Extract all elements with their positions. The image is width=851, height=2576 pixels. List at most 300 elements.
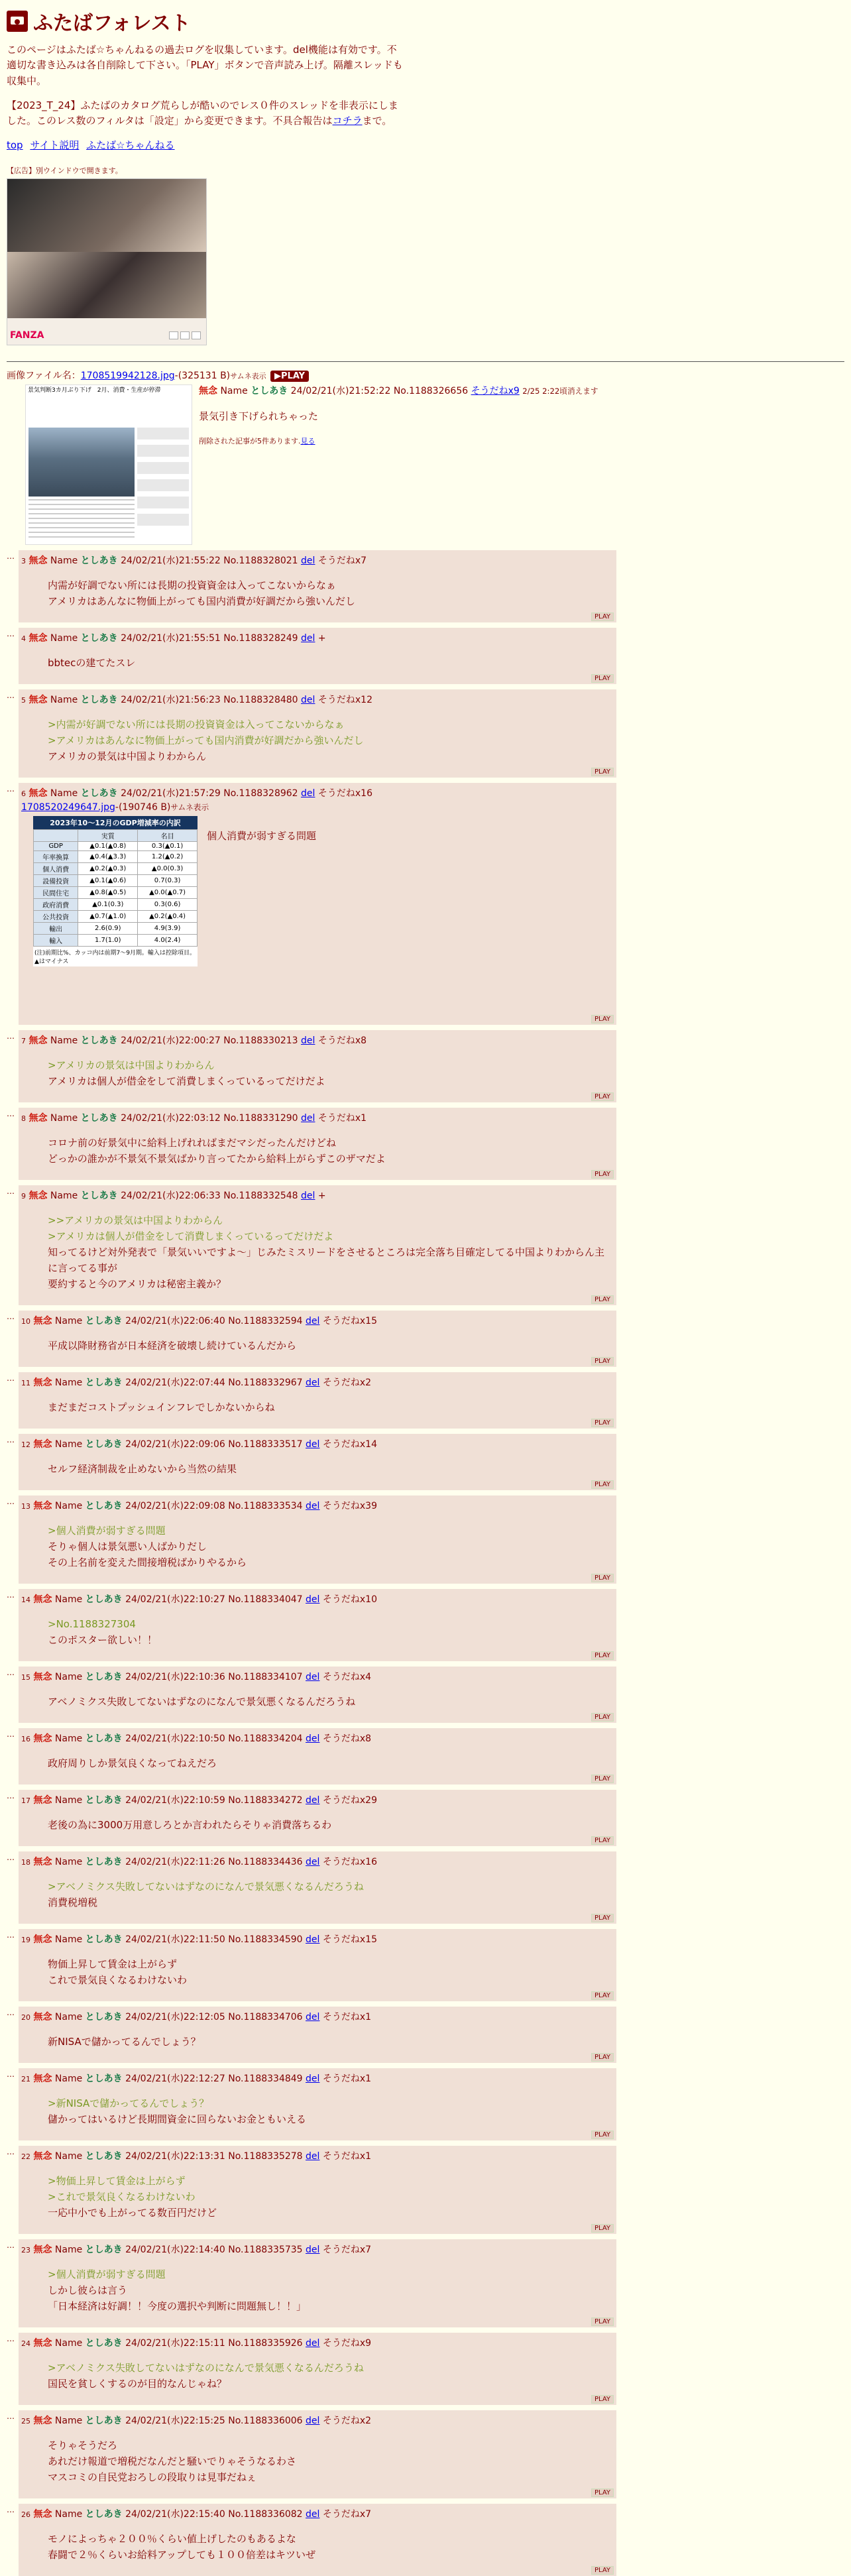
play-button[interactable]: PLAY — [591, 2224, 614, 2233]
reply-date: 24/02/21(水)22:10:36 — [125, 1672, 225, 1683]
soudane-link[interactable]: そうだねx29 — [322, 1795, 377, 1806]
reply-date: 24/02/21(水)22:07:44 — [125, 1377, 225, 1389]
nav-futaba-link[interactable]: ふたば☆ちゃんねる — [86, 139, 175, 152]
reply-body — [48, 1212, 612, 1292]
reply-marker: … — [7, 1031, 15, 1041]
del-link[interactable]: del — [306, 2245, 320, 2256]
op-soudane-link[interactable]: そうだねx9 — [471, 386, 520, 397]
del-link[interactable]: del — [301, 1035, 315, 1047]
soudane-link[interactable]: そうだねx2 — [322, 2416, 372, 2427]
del-link[interactable]: del — [306, 2074, 320, 2085]
reply-date: 24/02/21(水)22:11:26 — [125, 1857, 225, 1868]
gdp-table-row: 輸入 1.7(1.0) 4.0(2.4) — [34, 935, 198, 947]
reply-no: No.1188334107 — [228, 1672, 303, 1683]
ad-banner[interactable] — [7, 178, 207, 345]
del-link[interactable]: del — [306, 1439, 320, 1450]
reply — [7, 2333, 616, 2405]
message-line: そりゃそうだろ — [48, 2439, 118, 2452]
reply — [7, 1311, 616, 1367]
reply — [7, 2239, 616, 2327]
reply-thumb-toggle[interactable]: サムネ表示 — [170, 803, 209, 813]
reply-date: 24/02/21(水)21:55:51 — [121, 633, 221, 644]
reply-header: 4 無念 Name としあき 24/02/21(水)21:55:51 No.1188328249 del + — [21, 633, 326, 644]
message-line: マスコミの自民党おろしの段取りは見事だねぇ — [48, 2471, 257, 2484]
message-line: セルフ経済制裁を止めないから当然の結果 — [48, 1463, 237, 1476]
reply-header: 24 無念 Name としあき 24/02/21(水)22:15:11 No.1188335926 del そうだねx9 — [21, 2338, 372, 2349]
message-line: bbtecの建てたスレ — [48, 657, 136, 670]
reply-body — [48, 2360, 612, 2392]
reply-body — [48, 2266, 612, 2314]
message-line: 「日本経済は好調！！今度の選択や判断に問題無し！！」 — [48, 2300, 307, 2313]
reply-box — [19, 1185, 616, 1305]
gdp-table-row: 年率換算 ▲0.4(▲3.3) 1.2(▲0.2) — [34, 851, 198, 863]
reply-date: 24/02/21(水)21:57:29 — [121, 788, 221, 799]
reply — [7, 2504, 616, 2576]
reply-box — [19, 628, 616, 684]
soudane-link[interactable]: そうだねx12 — [317, 695, 372, 706]
reply-date: 24/02/21(水)22:09:06 — [125, 1439, 225, 1450]
reply-header: 11 無念 Name としあき 24/02/21(水)22:07:44 No.1188332967 del そうだねx2 — [21, 1377, 372, 1389]
reply-marker: … — [7, 1930, 15, 1940]
reply — [7, 1108, 616, 1180]
del-link[interactable]: del — [301, 1113, 315, 1124]
quote-line: >アメリカはあんなに物価上がっても国内消費が好調だから強いんだし — [48, 734, 364, 747]
reply-date: 24/02/21(水)22:00:27 — [121, 1035, 221, 1047]
ad-label: 【広告】別ウインドウで開きます。 — [7, 166, 123, 176]
quote-line: >アベノミクス失敗してないはずなのになんで景気悪くなるんだろうね — [48, 2362, 364, 2374]
reply — [7, 2410, 616, 2498]
quote-line: >これで景気良くなるわけないわ — [48, 2191, 196, 2203]
reply-list — [0, 550, 851, 2576]
del-link[interactable]: del — [306, 1934, 320, 1946]
message-line: 儲かってはいるけど長期間資金に回らないお金ともいえる — [48, 2113, 307, 2126]
play-button[interactable]: PLAY — [591, 2488, 614, 2497]
play-button[interactable]: PLAY — [591, 2566, 614, 2575]
message-line: 個人消費が弱すぎる問題 — [207, 830, 317, 843]
gdp-table-image[interactable] — [33, 816, 198, 966]
del-link[interactable]: del — [301, 788, 315, 799]
quote-line: >アメリカの景気は中国よりわからん — [48, 1059, 215, 1072]
play-button[interactable]: PLAY — [591, 1357, 614, 1366]
del-link[interactable]: del — [306, 1377, 320, 1389]
message-line: まだまだコストプッシュインフレでしかないからね — [48, 1401, 275, 1414]
message-line: コロナ前の好景気中に給料上げれればまだマシだったんだけどね — [48, 1137, 337, 1149]
reply-header: 9 無念 Name としあき 24/02/21(水)22:06:33 No.1188332548 del + — [21, 1191, 326, 1202]
reply-box — [19, 1851, 616, 1924]
soudane-link[interactable]: そうだねx1 — [317, 1113, 367, 1124]
quote-line: >アメリカは個人が借金をして消費しまくっているってだけだよ — [48, 1230, 334, 1243]
reply-date: 24/02/21(水)22:12:27 — [125, 2074, 225, 2085]
reply-header: 26 無念 Name としあき 24/02/21(水)22:15:40 No.1188336082 del そうだねx7 — [21, 2509, 372, 2520]
bug-report-link[interactable]: コチラ — [332, 115, 363, 127]
reply-marker: … — [7, 2070, 15, 2079]
reply-box — [19, 1311, 616, 1367]
reply-no: No.1188334047 — [228, 1594, 303, 1606]
play-button[interactable]: PLAY — [591, 1480, 614, 1489]
reply-body — [48, 2034, 612, 2050]
message-line: アメリカの景気は中国よりわからん — [48, 750, 206, 763]
site-title-block — [7, 7, 844, 36]
reply-no: No.1188336082 — [228, 2509, 303, 2520]
message-line: 消費税増税 — [48, 1897, 98, 1909]
reply-marker: … — [7, 629, 15, 639]
soudane-link[interactable]: そうだねx7 — [322, 2509, 372, 2520]
reply-box — [19, 2068, 616, 2140]
soudane-link[interactable]: そうだねx9 — [322, 2338, 372, 2349]
play-button[interactable]: PLAY — [591, 1713, 614, 1722]
del-link[interactable]: del — [306, 2012, 320, 2023]
notice-text-2: 【2023_T_24】ふたばのカタログ荒らしが酷いのでレス０件のスレッドを非表示にしました。このレス数のフィルタは「設定」から変更できます。不具合報告はコチラまで。 — [7, 99, 398, 127]
soudane-link[interactable]: そうだねx1 — [322, 2012, 372, 2023]
del-link[interactable]: del — [306, 1857, 320, 1868]
reply-date: 24/02/21(水)22:06:40 — [125, 1316, 225, 1327]
del-link[interactable]: del — [306, 1316, 320, 1327]
reply-box — [19, 550, 616, 622]
soudane-link[interactable]: そうだねx10 — [322, 1594, 377, 1606]
quote-line: >内需が好調でない所には長期の投資資金は入ってこないからなぁ — [48, 719, 345, 731]
reply-no: No.1188334706 — [228, 2012, 303, 2023]
gdp-table-row: 公共投資 ▲0.7(▲1.0) ▲0.2(▲0.4) — [34, 911, 198, 923]
reply-box — [19, 2007, 616, 2063]
reply-box — [19, 2504, 616, 2576]
reply-marker: … — [7, 2505, 15, 2515]
op-thumb-photo — [28, 428, 135, 497]
op-file-link[interactable]: 1708519942128.jpg — [80, 371, 175, 382]
reply-marker: … — [7, 1109, 15, 1119]
reply-header: 7 無念 Name としあき 24/02/21(水)22:00:27 No.1188330213 del そうだねx8 — [21, 1035, 367, 1047]
reply-box — [19, 1108, 616, 1180]
message-line: これで景気良くなるわけないわ — [48, 1974, 188, 1987]
gdp-table-row: 政府消費 ▲0.1(0.3) 0.3(0.6) — [34, 899, 198, 911]
play-button[interactable]: PLAY — [591, 1295, 614, 1304]
reply-marker: … — [7, 1312, 15, 1322]
ad-image-top — [7, 179, 206, 252]
reply-body — [48, 717, 612, 764]
reply-no: No.1188330213 — [223, 1035, 298, 1047]
reply-header: 19 無念 Name としあき 24/02/21(水)22:11:50 No.1188334590 del そうだねx15 — [21, 1934, 377, 1946]
reply-date: 24/02/21(水)22:10:27 — [125, 1594, 225, 1606]
op-content — [199, 384, 598, 545]
reply-header: 18 無念 Name としあき 24/02/21(水)22:11:26 No.1188334436 del そうだねx16 — [21, 1857, 377, 1868]
play-button[interactable]: PLAY — [591, 2053, 614, 2062]
soudane-link[interactable]: そうだねx8 — [322, 1733, 372, 1745]
reply-header: 3 無念 Name としあき 24/02/21(水)21:55:22 No.1188328021 del そうだねx7 — [21, 556, 367, 567]
quote-line: >No.1188327304 — [48, 1618, 136, 1631]
soudane-link[interactable]: そうだねx7 — [317, 556, 367, 567]
reply-body — [48, 1399, 612, 1415]
quote-line: >個人消費が弱すぎる問題 — [48, 2268, 166, 2281]
site-logo-icon — [7, 11, 28, 32]
del-link[interactable]: del — [306, 1733, 320, 1745]
reply-no: No.1188334590 — [228, 1934, 303, 1946]
message-line: 春闘で２％くらいお給料アップしても１００倍差はキツいぜ — [48, 2549, 315, 2561]
reply-header: 10 無念 Name としあき 24/02/21(水)22:06:40 No.1188332594 del そうだねx15 — [21, 1316, 377, 1327]
reply-date: 24/02/21(水)22:06:33 — [121, 1191, 221, 1202]
reply-no: No.1188328962 — [223, 788, 298, 799]
reply-no: No.1188334204 — [228, 1733, 303, 1745]
reply-header: 5 無念 Name としあき 24/02/21(水)21:56:23 No.1188328480 del そうだねx12 — [21, 695, 372, 706]
reply-marker: … — [7, 1791, 15, 1801]
del-link[interactable]: del — [301, 1191, 315, 1202]
op-thumb-sidebar — [137, 428, 189, 527]
reply-marker: … — [7, 1729, 15, 1739]
op-thumb-caption: 景気判断3カ月ぶり下げ 2月、消費・生産が停滞 — [28, 387, 161, 394]
reply-date: 24/02/21(水)21:56:23 — [121, 695, 221, 706]
op-thumb-toggle[interactable]: サムネ表示 — [230, 372, 266, 381]
del-link[interactable]: del — [306, 2416, 320, 2427]
reply — [7, 1495, 616, 1584]
ad-controls — [169, 331, 201, 339]
play-button[interactable]: PLAY — [591, 2317, 614, 2326]
notice-text-1: このページはふたば☆ちゃんねるの過去ログを収集しています。del機能は有効です。不適切な書き込みは各自削除して下さい。「PLAY」ボタンで音声読み上げ。隔離スレッドも収集中。 — [7, 44, 403, 87]
soudane-link[interactable]: そうだねx14 — [322, 1439, 377, 1450]
reply — [7, 1667, 616, 1723]
message-line: このポスター欲しい！！ — [48, 1634, 158, 1647]
reply-date: 24/02/21(水)22:15:11 — [125, 2338, 225, 2349]
reply-marker: … — [7, 1187, 15, 1197]
message-line: 物価上昇して賃金は上がらず — [48, 1958, 178, 1971]
reply-body — [48, 2173, 612, 2221]
reply-header: 12 無念 Name としあき 24/02/21(水)22:09:06 No.1188333517 del そうだねx14 — [21, 1439, 377, 1450]
reply-box — [19, 2239, 616, 2327]
reply-body — [48, 577, 612, 609]
reply-header: 14 無念 Name としあき 24/02/21(水)22:10:27 No.1188334047 del そうだねx10 — [21, 1594, 377, 1606]
reply-box — [19, 1434, 616, 1490]
thread-op — [0, 369, 851, 545]
reply-date: 24/02/21(水)22:09:08 — [125, 1501, 225, 1512]
reply-box — [19, 1495, 616, 1584]
quote-line: >>アメリカの景気は中国よりわからん — [48, 1214, 223, 1227]
del-link[interactable]: del — [306, 2338, 320, 2349]
del-link[interactable]: del — [306, 1594, 320, 1606]
op-message: 景気引き下げられちゃった — [199, 410, 319, 423]
quote-line: >新NISAで儲かってるんでしょう？ — [48, 2097, 209, 2110]
reply-marker: … — [7, 2412, 15, 2422]
reply-no: No.1188335278 — [228, 2151, 303, 2162]
reply-box — [19, 1030, 616, 1102]
play-button[interactable]: PLAY — [591, 1170, 614, 1179]
nav-top-link[interactable]: top — [7, 139, 23, 152]
reply-marker: … — [7, 1668, 15, 1678]
reply — [7, 1372, 616, 1429]
reply-marker: … — [7, 1435, 15, 1445]
reply-body — [48, 1694, 612, 1710]
reply-body — [48, 2095, 612, 2127]
reply-no: No.1188331290 — [223, 1113, 298, 1124]
reply-marker: … — [7, 2008, 15, 2018]
reply-marker: … — [7, 691, 15, 701]
gdp-table-row: 設備投資 ▲0.1(▲0.6) 0.7(0.3) — [34, 875, 198, 887]
reply — [7, 2007, 616, 2063]
reply-date: 24/02/21(水)22:15:40 — [125, 2509, 225, 2520]
soudane-link[interactable]: + — [317, 633, 326, 644]
play-button[interactable]: PLAY — [591, 2131, 614, 2139]
play-button[interactable]: PLAY — [591, 613, 614, 621]
soudane-link[interactable]: そうだねx15 — [322, 1316, 377, 1327]
del-link[interactable]: del — [301, 633, 315, 644]
reply-no: No.1188336006 — [228, 2416, 303, 2427]
reply-header: 17 無念 Name としあき 24/02/21(水)22:10:59 No.1188334272 del そうだねx29 — [21, 1795, 377, 1806]
message-line: 平成以降財務省が日本経済を破壊し続けているんだから — [48, 1340, 297, 1352]
del-link[interactable]: del — [306, 2509, 320, 2520]
reply-no: No.1188332548 — [223, 1191, 298, 1202]
message-line: アベノミクス失敗してないはずなのになんで景気悪くなるんだろうね — [48, 1696, 356, 1708]
play-button[interactable]: PLAY — [591, 1836, 614, 1845]
reply — [7, 550, 616, 622]
gdp-table-title: 2023年10〜12月のGDP増減率の内訳 — [33, 816, 198, 829]
reply-date: 24/02/21(水)22:10:59 — [125, 1795, 225, 1806]
message-line: しかし彼らは言う — [48, 2284, 128, 2297]
reply-date: 24/02/21(水)22:11:50 — [125, 1934, 225, 1946]
reply — [7, 1728, 616, 1785]
gdp-table-note: (注)前期比%、カッコ内は前期7〜9月期。輸入は控除項目。▲はマイナス — [33, 947, 198, 966]
play-button[interactable]: PLAY — [591, 1775, 614, 1783]
reply-file-link[interactable]: 1708520249647.jpg — [21, 802, 115, 813]
del-link[interactable]: del — [306, 2151, 320, 2162]
nav-about-link[interactable]: サイト説明 — [30, 139, 80, 152]
reply-header: 22 無念 Name としあき 24/02/21(水)22:13:31 No.1188335278 del そうだねx1 — [21, 2151, 372, 2162]
reply — [7, 1185, 616, 1305]
message-line: 政府周りしか景気良くなってねえだろ — [48, 1757, 217, 1770]
reply-no: No.1188328249 — [223, 633, 298, 644]
reply-marker: … — [7, 784, 15, 794]
del-link[interactable]: del — [306, 1501, 320, 1512]
play-button[interactable]: PLAY — [591, 1419, 614, 1427]
reply-date: 24/02/21(水)22:10:50 — [125, 1733, 225, 1745]
reply-header: 6 無念 Name としあき 24/02/21(水)21:57:29 No.1188328962 del そうだねx16 1708520249647.jpg-(190746 B)サムネ表示 — [21, 788, 372, 813]
reply-header: 23 無念 Name としあき 24/02/21(水)22:14:40 No.1188335735 del そうだねx7 — [21, 2245, 372, 2256]
soudane-link[interactable]: そうだねx15 — [322, 1934, 377, 1946]
reply-body — [48, 1338, 612, 1354]
message-line: アメリカは個人が借金をして消費しまくっているってだけだよ — [48, 1075, 325, 1088]
soudane-link[interactable]: そうだねx4 — [322, 1672, 372, 1683]
message-line: どっかの誰かが不景気不景気ばかり言ってたから給料上がらずこのザマだよ — [48, 1153, 386, 1165]
reply — [7, 2146, 616, 2234]
reply-box — [19, 2333, 616, 2405]
reply-body — [48, 1523, 612, 1570]
soudane-link[interactable]: そうだねx1 — [322, 2074, 372, 2085]
reply — [7, 1929, 616, 2001]
quote-line: >アベノミクス失敗してないはずなのになんで景気悪くなるんだろうね — [48, 1881, 364, 1893]
gdp-table-row: 個人消費 ▲0.2(▲0.3) ▲0.0(0.3) — [34, 863, 198, 875]
reply-body — [48, 1956, 612, 1988]
quote-line: >個人消費が弱すぎる問題 — [48, 1525, 166, 1537]
play-button[interactable]: PLAY — [591, 2395, 614, 2404]
reply-box — [19, 1589, 616, 1661]
soudane-link[interactable]: そうだねx16 — [322, 1857, 377, 1868]
reply-marker: … — [7, 2147, 15, 2157]
ad-image-bottom — [7, 252, 206, 318]
reply-marker: … — [7, 552, 15, 561]
gdp-table-row: 輸出 2.6(0.9) 4.9(3.9) — [34, 923, 198, 935]
soudane-link[interactable]: そうだねx16 — [317, 788, 372, 799]
reply-no: No.1188328480 — [223, 695, 298, 706]
del-link[interactable]: del — [301, 695, 315, 706]
play-button[interactable]: PLAY — [591, 1991, 614, 2000]
play-button[interactable]: PLAY — [591, 1651, 614, 1660]
message-line: モノによっちゃ２００％くらい値上げしたのもあるよな — [48, 2533, 296, 2546]
soudane-link[interactable]: そうだねx1 — [322, 2151, 372, 2162]
del-link[interactable]: del — [306, 1795, 320, 1806]
del-link[interactable]: del — [301, 556, 315, 567]
soudane-link[interactable]: そうだねx2 — [322, 1377, 372, 1389]
play-button[interactable]: PLAY — [591, 1914, 614, 1922]
reply-box — [19, 1728, 616, 1785]
gdp-table-row: GDP ▲0.1(▲0.8) 0.3(▲0.1) — [34, 842, 198, 851]
reply — [7, 2068, 616, 2140]
site-notice — [7, 42, 404, 129]
play-button[interactable]: PLAY — [591, 674, 614, 683]
quote-line: >物価上昇して賃金は上がらず — [48, 2175, 186, 2188]
reply-header: 15 無念 Name としあき 24/02/21(水)22:10:36 No.1188334107 del そうだねx4 — [21, 1672, 372, 1683]
soudane-link[interactable]: そうだねx7 — [322, 2245, 372, 2256]
reply-no: No.1188334849 — [228, 2074, 303, 2085]
gdp-table: 実質 名目 GDP ▲0.1(▲0.8) 0.3(▲0.1) 年率換算 ▲0.4(▲3.3) 1.2(▲0.2) 個人消費 ▲0.2(▲0.3) ▲0.0(0.3) 設備投資 ▲0.1(▲0.6) 0.7(0.3) 民間住宅 ▲0.8(▲0.5) ▲0.0(▲0.7) 政府消費 ▲0.1(0.3) 0.3(0.6) 公共投資 ▲0.7(▲1.0) ▲0.2(▲0.4) 輸出 2.6(0.9) 4.9(3.9) 輸入 1.7(1.0) 4.0(2.4) — [33, 829, 198, 947]
message-line: 国民を貧しくするのが目的なんじゃね？ — [48, 2378, 227, 2390]
reply — [7, 689, 616, 778]
reply-box — [19, 1372, 616, 1429]
play-button[interactable]: PLAY — [591, 1092, 614, 1101]
soudane-link[interactable]: そうだねx39 — [322, 1501, 377, 1512]
reply-marker: … — [7, 2334, 15, 2344]
op-file-line: 画像ファイル名：1708519942128.jpg-(325131 B)サムネ表示 ▶PLAY — [7, 369, 844, 382]
play-button[interactable]: PLAY — [591, 1574, 614, 1582]
message-line: 知ってるけど対外発表で「景気いいですよ〜」じみたミスリードをさせるところは完全落ち目確定してる中国よりわからん主に言ってる事が — [48, 1246, 605, 1275]
soudane-link[interactable]: + — [317, 1191, 326, 1202]
reply-body — [48, 2531, 612, 2563]
reply-date: 24/02/21(水)22:03:12 — [121, 1113, 221, 1124]
show-deleted-link[interactable]: 見る — [300, 436, 315, 445]
reply-no: No.1188334436 — [228, 1857, 303, 1868]
message-line: 内需が好調でない所には長期の投資資金は入ってこないからなぁ — [48, 579, 337, 592]
reply-box — [19, 1667, 616, 1723]
reply-date: 24/02/21(水)21:55:22 — [121, 556, 221, 567]
reply — [7, 1589, 616, 1661]
soudane-link[interactable]: そうだねx8 — [317, 1035, 367, 1047]
site-title: ふたばフォレスト — [33, 12, 191, 35]
reply-no: No.1188332967 — [228, 1377, 303, 1389]
reply-body — [48, 1461, 612, 1477]
reply — [7, 1851, 616, 1924]
op-thumb-text — [28, 499, 135, 540]
reply-no: No.1188333534 — [228, 1501, 303, 1512]
op-play-button[interactable]: ▶PLAY — [270, 371, 309, 382]
reply-box — [19, 1790, 616, 1846]
message-line: 新NISAで儲かってるんでしょう？ — [48, 2036, 201, 2048]
play-button[interactable]: PLAY — [591, 768, 614, 776]
message-line: あれだけ報道で増税だなんだと騒いでりゃそうなるわさ — [48, 2455, 297, 2468]
op-thumbnail[interactable] — [25, 384, 192, 545]
reply-box — [19, 2410, 616, 2498]
reply-date: 24/02/21(水)22:14:40 — [125, 2245, 225, 2256]
reply-box — [19, 783, 616, 1025]
reply-header: 13 無念 Name としあき 24/02/21(水)22:09:08 No.1188333534 del そうだねx39 — [21, 1501, 377, 1512]
reply-body — [48, 2437, 612, 2485]
reply-body — [48, 1879, 612, 1910]
reply-header: 20 無念 Name としあき 24/02/21(水)22:12:05 No.1188334706 del そうだねx1 — [21, 2012, 372, 2023]
del-link[interactable]: del — [306, 1672, 320, 1683]
ad-brand: FANZA — [10, 330, 44, 341]
reply-box — [19, 689, 616, 778]
reply-no: No.1188328021 — [223, 556, 298, 567]
message-line: そりゃ個人は景気悪い人ばかりだし — [48, 1541, 207, 1553]
reply-body — [48, 655, 612, 671]
reply-body — [48, 1135, 612, 1167]
reply-header: 8 無念 Name としあき 24/02/21(水)22:03:12 No.1188331290 del そうだねx1 — [21, 1113, 367, 1124]
play-button[interactable]: PLAY — [591, 1015, 614, 1024]
message-line: その上名前を変えた間接増税ばかりやるから — [48, 1556, 247, 1569]
reply-no: No.1188332594 — [228, 1316, 303, 1327]
